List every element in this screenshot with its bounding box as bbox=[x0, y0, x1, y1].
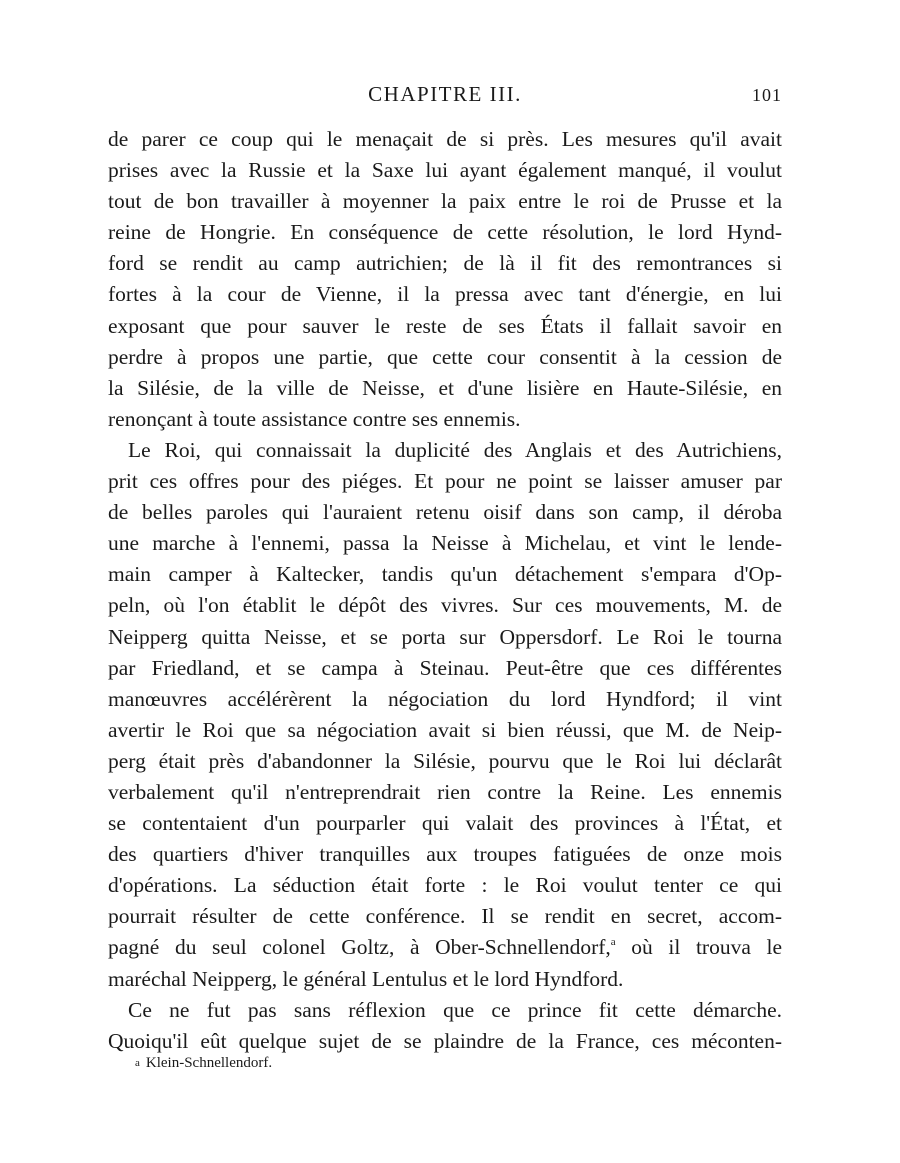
text-line: reine de Hongrie. En conséquence de cette résolution, le lord Hynd- bbox=[108, 220, 782, 245]
text-line: prit ces offres pour des piéges. Et pour ne point se laisser amuser par bbox=[108, 469, 782, 494]
text-line: de parer ce coup qui le menaçait de si près. Les mesures qu'il avait bbox=[108, 127, 782, 151]
text-line: avertir le Roi que sa négociation avait si bien réussi, que M. de Neip- bbox=[108, 717, 782, 742]
footnote-text: Klein-Schnellendorf. bbox=[145, 1055, 273, 1071]
text-line: main camper à Kaltecker, tandis qu'un détachement s'empara d'Op- bbox=[108, 562, 782, 587]
text-line: Le Roi, qui connaissait la duplicité des Anglais et des Autrichiens, bbox=[128, 437, 782, 462]
text-line: se contentaient d'un pourparler qui valait des provinces à l'État, et bbox=[108, 811, 782, 836]
chapter-title: CHAPITRE III. bbox=[368, 82, 522, 106]
footnote bbox=[135, 1055, 272, 1072]
text-line: d'opérations. La séduction était forte : le Roi voulut tenter ce qui bbox=[108, 873, 782, 898]
text-line: de belles paroles qui l'auraient retenu oisif dans son camp, il déroba bbox=[108, 500, 782, 525]
text-line: fortes à la cour de Vienne, il la pressa avec tant d'énergie, en lui bbox=[108, 282, 782, 307]
text-line: ford se rendit au camp autrichien; de là il fit des remontrances si bbox=[108, 251, 782, 276]
text-line: une marche à l'ennemi, passa la Neisse à Michelau, et vint le lende- bbox=[108, 531, 782, 556]
text-line: perg était près d'abandonner la Silésie, pourvu que le Roi lui déclarât bbox=[108, 748, 782, 773]
text-line: perdre à propos une partie, que cette cour consentit à la cession de bbox=[108, 344, 782, 369]
text-line: renonçant à toute assistance contre ses ennemis. bbox=[108, 406, 521, 431]
text-line-with-footnote-ref bbox=[108, 932, 782, 963]
text-line: peln, où l'on établit le dépôt des vivres. Sur ces mouvements, M. de bbox=[108, 593, 782, 618]
text-line: Neipperg quitta Neisse, et se porta sur Oppersdorf. Le Roi le tourna bbox=[108, 624, 782, 649]
text-line: Ce ne fut pas sans réflexion que ce prince fit cette démarche. bbox=[128, 997, 782, 1022]
body-text bbox=[108, 124, 782, 1057]
text-segment: où il trouva le bbox=[615, 935, 782, 960]
text-line: des quartiers d'hiver tranquilles aux troupes fatiguées de onze mois bbox=[108, 842, 782, 867]
text-line: prises avec la Russie et la Saxe lui ayant également manqué, il voulut bbox=[108, 158, 782, 183]
text-line: exposant que pour sauver le reste de ses États il fallait savoir en bbox=[108, 313, 782, 338]
text-line: pourrait résulter de cette conférence. Il se rendit en secret, accom- bbox=[108, 904, 782, 929]
text-line: par Friedland, et se campa à Steinau. Peut-être que ces différentes bbox=[108, 655, 782, 680]
text-line: verbalement qu'il n'entreprendrait rien contre la Reine. Les ennemis bbox=[108, 779, 782, 804]
text-line: Quoiqu'il eût quelque sujet de se plaindre de la France, ces méconten- bbox=[108, 1028, 782, 1053]
page-number: 101 bbox=[752, 85, 782, 105]
text-line: maréchal Neipperg, le général Lentulus et le lord Hyndford. bbox=[108, 966, 624, 991]
text-line: manœuvres accélérèrent la négociation du lord Hyndford; il vint bbox=[108, 686, 782, 711]
text-segment: pagné du seul colonel Goltz, à Ober-Schnellendorf, bbox=[108, 935, 611, 960]
footnote-reference[interactable]: a bbox=[610, 936, 616, 949]
footnote-marker: a bbox=[135, 1057, 140, 1069]
text-line: la Silésie, de la ville de Neisse, et d'une lisière en Haute-Silésie, en bbox=[108, 375, 782, 400]
running-head bbox=[108, 82, 782, 112]
text-line: tout de bon travailler à moyenner la paix entre le roi de Prusse et la bbox=[108, 189, 782, 214]
